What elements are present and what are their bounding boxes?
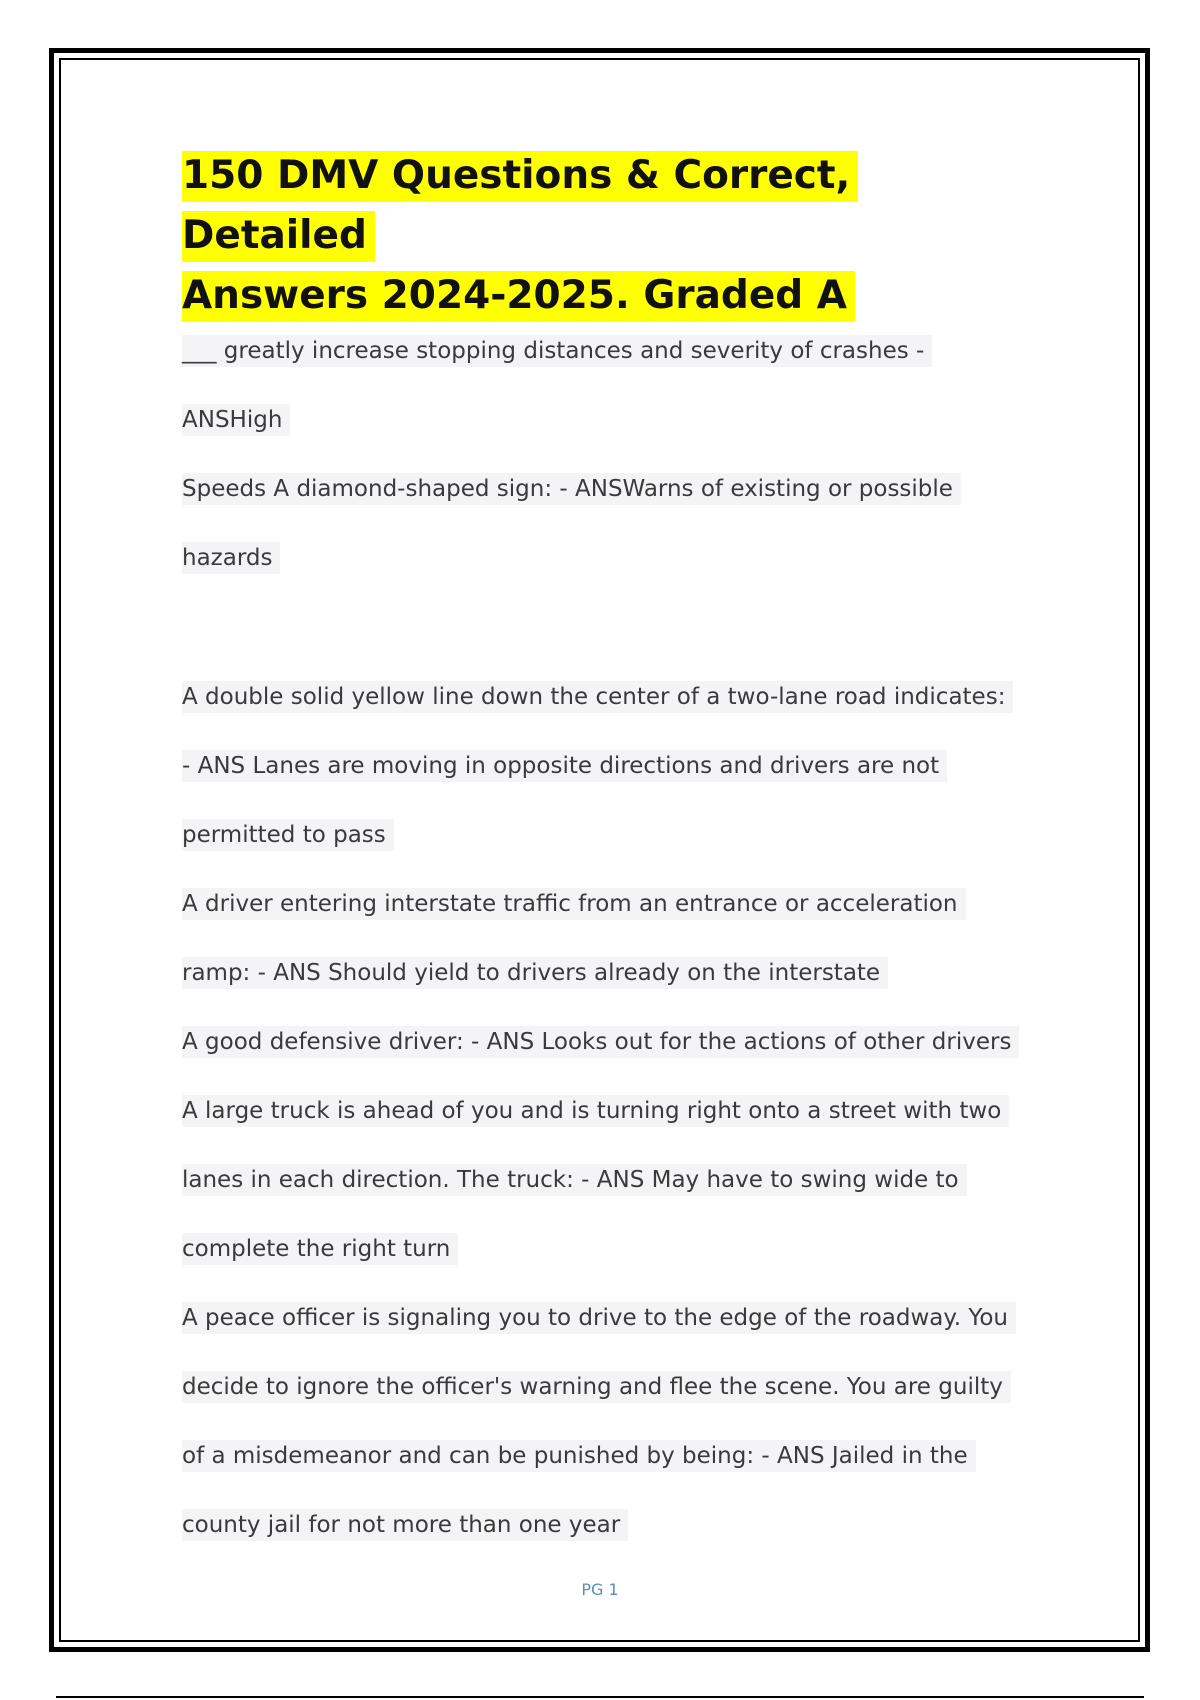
qa-line: hazards [182,537,1042,606]
qa-line: Speeds A diamond-shaped sign: - ANSWarns of existing or possible [182,468,1042,537]
page-number: PG 1 [581,1580,619,1599]
qa-line: A double solid yellow line down the center of a two-lane road indicates: [182,676,1042,745]
qa-line: A peace officer is signaling you to drive to the edge of the roadway. You [182,1297,1042,1366]
qa-line: decide to ignore the officer's warning and flee the scene. You are guilty [182,1366,1042,1435]
qa-line: A large truck is ahead of you and is turning right onto a street with two [182,1090,1042,1159]
qa-line: ___ greatly increase stopping distances and severity of crashes - [182,330,1042,399]
qa-line: permitted to pass [182,814,1042,883]
paragraph-gap [182,606,1042,676]
qa-line: A driver entering interstate traffic from an entrance or acceleration [182,883,1042,952]
title-line-1: 150 DMV Questions & Correct, Detailed [182,151,858,262]
document-title [182,146,1022,326]
qa-content [182,330,1042,1573]
qa-line: lanes in each direction. The truck: - ANS May have to swing wide to [182,1159,1042,1228]
qa-line: A good defensive driver: - ANS Looks out for the actions of other drivers [182,1021,1042,1090]
page-divider [56,1696,1144,1698]
qa-line: county jail for not more than one year [182,1504,1042,1573]
title-line-2: Answers 2024-2025. Graded A [182,271,855,322]
qa-line: complete the right turn [182,1228,1042,1297]
qa-line: ANSHigh [182,399,1042,468]
qa-line: ramp: - ANS Should yield to drivers already on the interstate [182,952,1042,1021]
qa-line: - ANS Lanes are moving in opposite directions and drivers are not [182,745,1042,814]
qa-line: of a misdemeanor and can be punished by being: - ANS Jailed in the [182,1435,1042,1504]
